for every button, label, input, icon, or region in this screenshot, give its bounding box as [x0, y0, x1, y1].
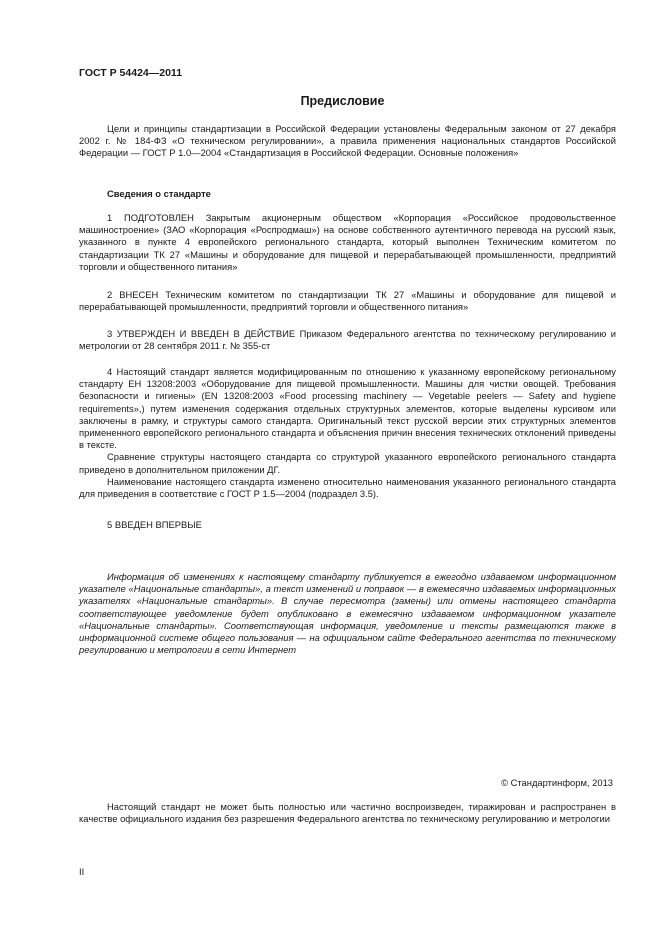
intro-paragraph: Цели и принципы стандартизации в Российской Федерации установлены Федеральным законом от 27 декабря 2002 г. № 184-ФЗ «О техническом регулировании», а правила применения национальных стандартов Российской Федерации — ГОСТ Р 1.0—2004 «Стандартизация в Российской Федерации. Основные положения»: [79, 123, 616, 159]
item-2-block: [79, 289, 616, 313]
item-4-name-change-paragraph: Наименование настоящего стандарта изменено относительно наименования указанного регионального стандарта для приведения в соответствие с ГОСТ Р 1.5—2004 (подраздел 3.5).: [79, 475, 616, 500]
section-heading: Сведения о стандарте: [107, 188, 211, 199]
change-info-paragraph: Информация об изменениях к настоящему стандарту публикуется в ежегодно издаваемом информационном указателе «Национальные стандарты», а текст изменений и поправок — в ежемесячно издаваемых информационных указателях «Национальные стандарты». В случае пересмотра (замены) или отмены настоящего стандарта соответствующее уведомление будет опубликовано в ежемесячно издаваемом информационном указателе «Национальные стандарты». Соответствующая информация, уведомление и тексты размещаются также в информационной системе общего пользования — на официальном сайте Федерального агентства по техническому регулированию и метрологии в сети Интернет: [79, 571, 616, 656]
page-number: II: [79, 866, 85, 877]
item-3-block: [79, 328, 616, 352]
item-5-block: [79, 519, 616, 531]
page-title: Предисловие: [300, 94, 385, 108]
item-4-block: [79, 366, 616, 500]
change-info-block: [79, 571, 616, 656]
item-2-paragraph: 2 ВНЕСЕН Техническим комитетом по стандартизации ТК 27 «Машины и оборудование для пищевой и перерабатывающей промышленности, предприятий торговли и общественного питания»: [79, 289, 616, 313]
item-4-paragraph: 4 Настоящий стандарт является модифицированным по отношению к указанному европейскому региональному стандарту ЕН 13208:2003 «Оборудование для пищевой промышленности. Машины для чистки овощей. Требования безопасности и гигиены» (EN 13208:2003 «Food processing machinery — Vegetable peelers — Safety and hygiene requirements»,) путем изменения содержания отдельных структурных элементов, которые выделены курсивом или заключены в рамку, и структуры самого стандарта. Оригинальный текст русской версии этих структурных элементов примененного европейского регионального стандарта и объяснения причин внесения технических отклонений приведены в тексте.: [79, 366, 616, 451]
document-code: ГОСТ Р 54424—2011: [79, 67, 183, 79]
copyright: © Стандартинформ, 2013: [501, 777, 613, 788]
item-4-comparison-paragraph: Сравнение структуры настоящего стандарта со структурой указанного европейского регионального стандарта приведено в дополнительном приложении ДГ.: [79, 451, 616, 475]
item-5-paragraph: 5 ВВЕДЕН ВПЕРВЫЕ: [107, 519, 202, 530]
item-1-block: [79, 212, 616, 273]
item-3-paragraph: 3 УТВЕРЖДЕН И ВВЕДЕН В ДЕЙСТВИЕ Приказом Федерального агентства по техническому регулированию и метрологии от 28 сентября 2011 г. № 355-ст: [79, 328, 616, 352]
intro-block: [79, 123, 616, 160]
legal-notice-paragraph: Настоящий стандарт не может быть полностью или частично воспроизведен, тиражирован и распространен в качестве официального издания без разрешения Федерального агентства по техническому регулированию и метрологии: [79, 801, 616, 825]
item-1-paragraph: 1 ПОДГОТОВЛЕН Закрытым акционерным обществом «Корпорация «Российское продовольственное машиностроение» (ЗАО «Корпорация «Роспродмаш») на основе собственного аутентичного перевода на русский язык, указанного в пункте 4 европейского регионального стандарта, который выполнен Техническим комитетом по стандартизации ТК 27 «Машины и оборудование для пищевой и перерабатывающей промышленности, предприятий торговли и общественного питания»: [79, 212, 616, 272]
legal-notice-block: [79, 801, 616, 825]
